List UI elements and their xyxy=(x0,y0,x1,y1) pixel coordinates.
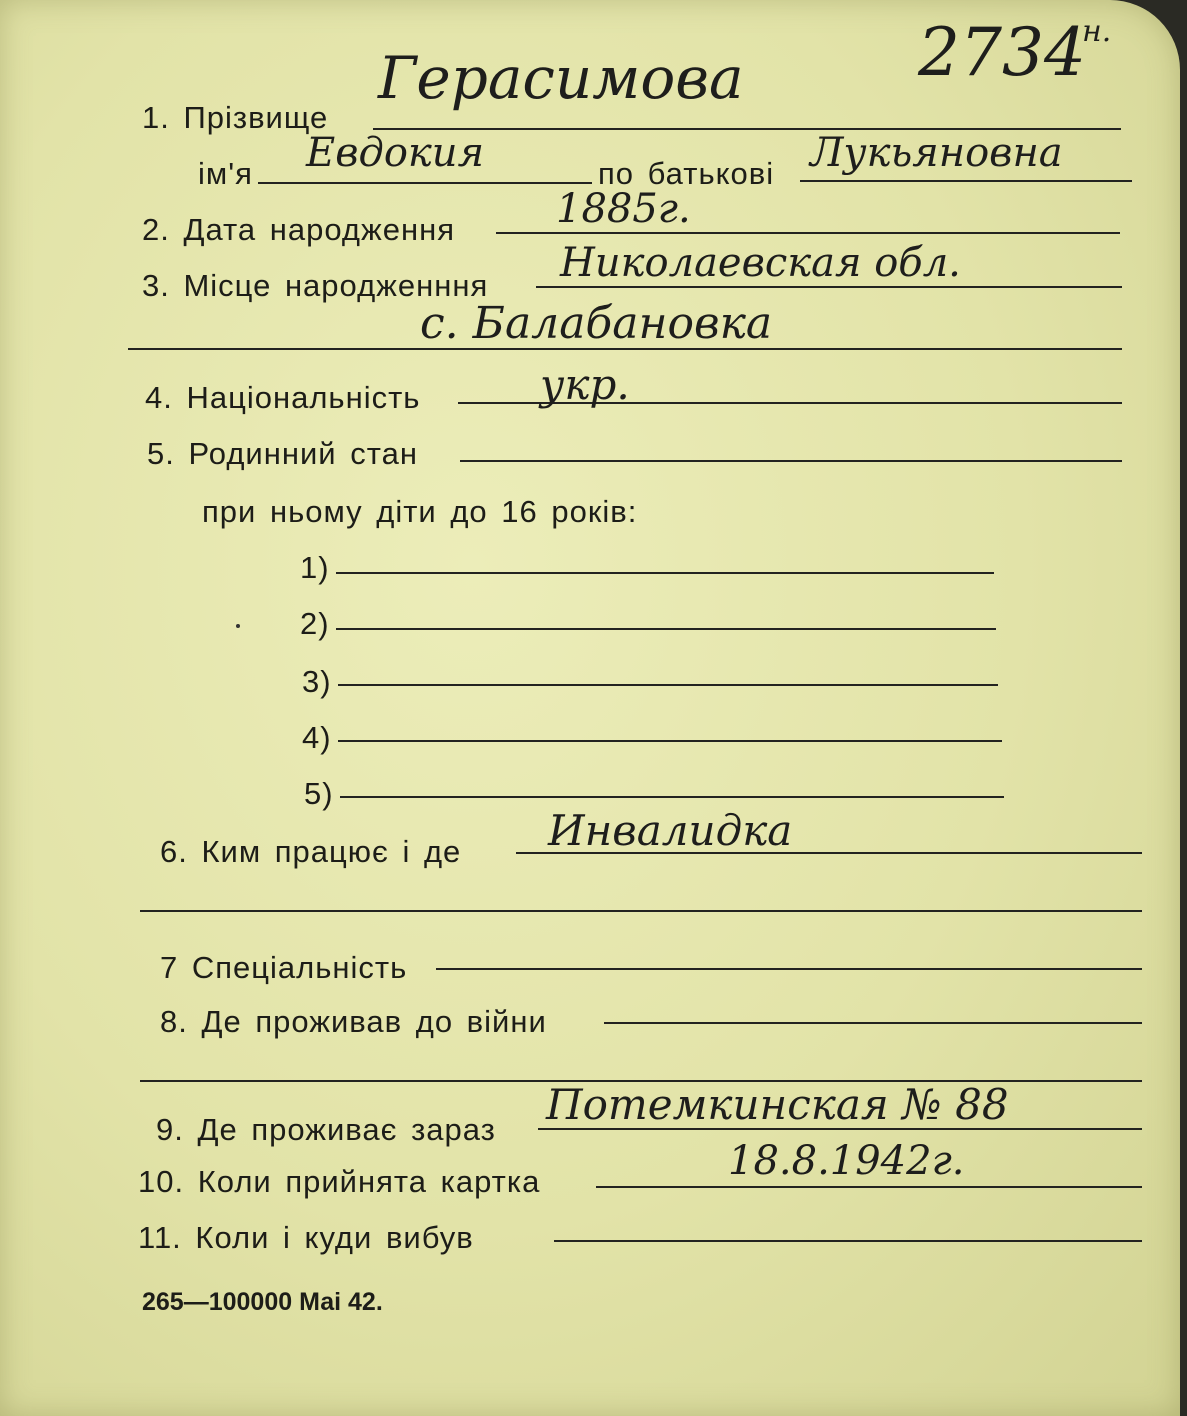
label-work: 6. Ким працює і де xyxy=(160,834,462,869)
value-accepted: 18.8.1942г. xyxy=(728,1138,965,1184)
label-birthdate: 2. Дата народження xyxy=(142,212,455,247)
line-departed[interactable] xyxy=(554,1240,1142,1242)
value-birthdate: 1885г. xyxy=(556,186,691,232)
card-number: 2734 xyxy=(918,14,1086,91)
label-current: 9. Де проживає зараз xyxy=(156,1112,496,1147)
line-child-2[interactable] xyxy=(336,628,996,630)
card-number-suffix: н. xyxy=(1082,14,1112,49)
label-prewar: 8. Де проживав до війни xyxy=(160,1004,547,1039)
value-current: Потемкинская № 88 xyxy=(546,1080,1009,1129)
value-patronymic: Лукьяновна xyxy=(810,130,1063,176)
label-nationality: 4. Національність xyxy=(145,380,421,415)
line-birthdate[interactable] xyxy=(496,232,1120,234)
label-specialty: 7 Спеціальність xyxy=(160,950,408,985)
label-birthplace: 3. Місце народженння xyxy=(142,268,489,303)
label-accepted: 10. Коли прийнята картка xyxy=(138,1164,541,1199)
label-child-2: 2) xyxy=(300,606,330,641)
label-child-5: 5) xyxy=(304,776,334,811)
line-patronymic[interactable] xyxy=(800,180,1132,182)
line-name[interactable] xyxy=(258,182,592,184)
line-work-2[interactable] xyxy=(140,910,1142,912)
value-name: Евдокия xyxy=(306,130,485,176)
label-patronymic: по батькові xyxy=(598,156,775,191)
line-child-4[interactable] xyxy=(338,740,1002,742)
value-surname: Герасимова xyxy=(378,44,744,112)
label-marital: 5. Родинний стан xyxy=(147,436,418,471)
label-surname: 1. Прізвище xyxy=(142,100,329,135)
line-child-5[interactable] xyxy=(340,796,1004,798)
label-children: при ньому діти до 16 років: xyxy=(202,494,638,529)
print-code: 265—100000 Маі 42. xyxy=(142,1288,383,1316)
label-child-1: 1) xyxy=(300,550,330,585)
line-birthplace[interactable] xyxy=(536,286,1122,288)
line-marital[interactable] xyxy=(460,460,1122,462)
value-nationality: укр. xyxy=(540,360,630,409)
label-child-4: 4) xyxy=(302,720,332,755)
line-specialty[interactable] xyxy=(436,968,1142,970)
value-work: Инвалидка xyxy=(548,806,793,855)
line-prewar[interactable] xyxy=(604,1022,1142,1024)
ink-dot xyxy=(236,624,240,628)
line-child-1[interactable] xyxy=(336,572,994,574)
value-birthplace-2: с. Балабановка xyxy=(420,298,773,349)
line-accepted[interactable] xyxy=(596,1186,1142,1188)
label-departed: 11. Коли і куди вибув xyxy=(138,1220,474,1255)
value-birthplace-1: Николаевская обл. xyxy=(560,240,961,286)
label-child-3: 3) xyxy=(302,664,332,699)
line-child-3[interactable] xyxy=(338,684,998,686)
label-name: ім'я xyxy=(198,156,253,191)
